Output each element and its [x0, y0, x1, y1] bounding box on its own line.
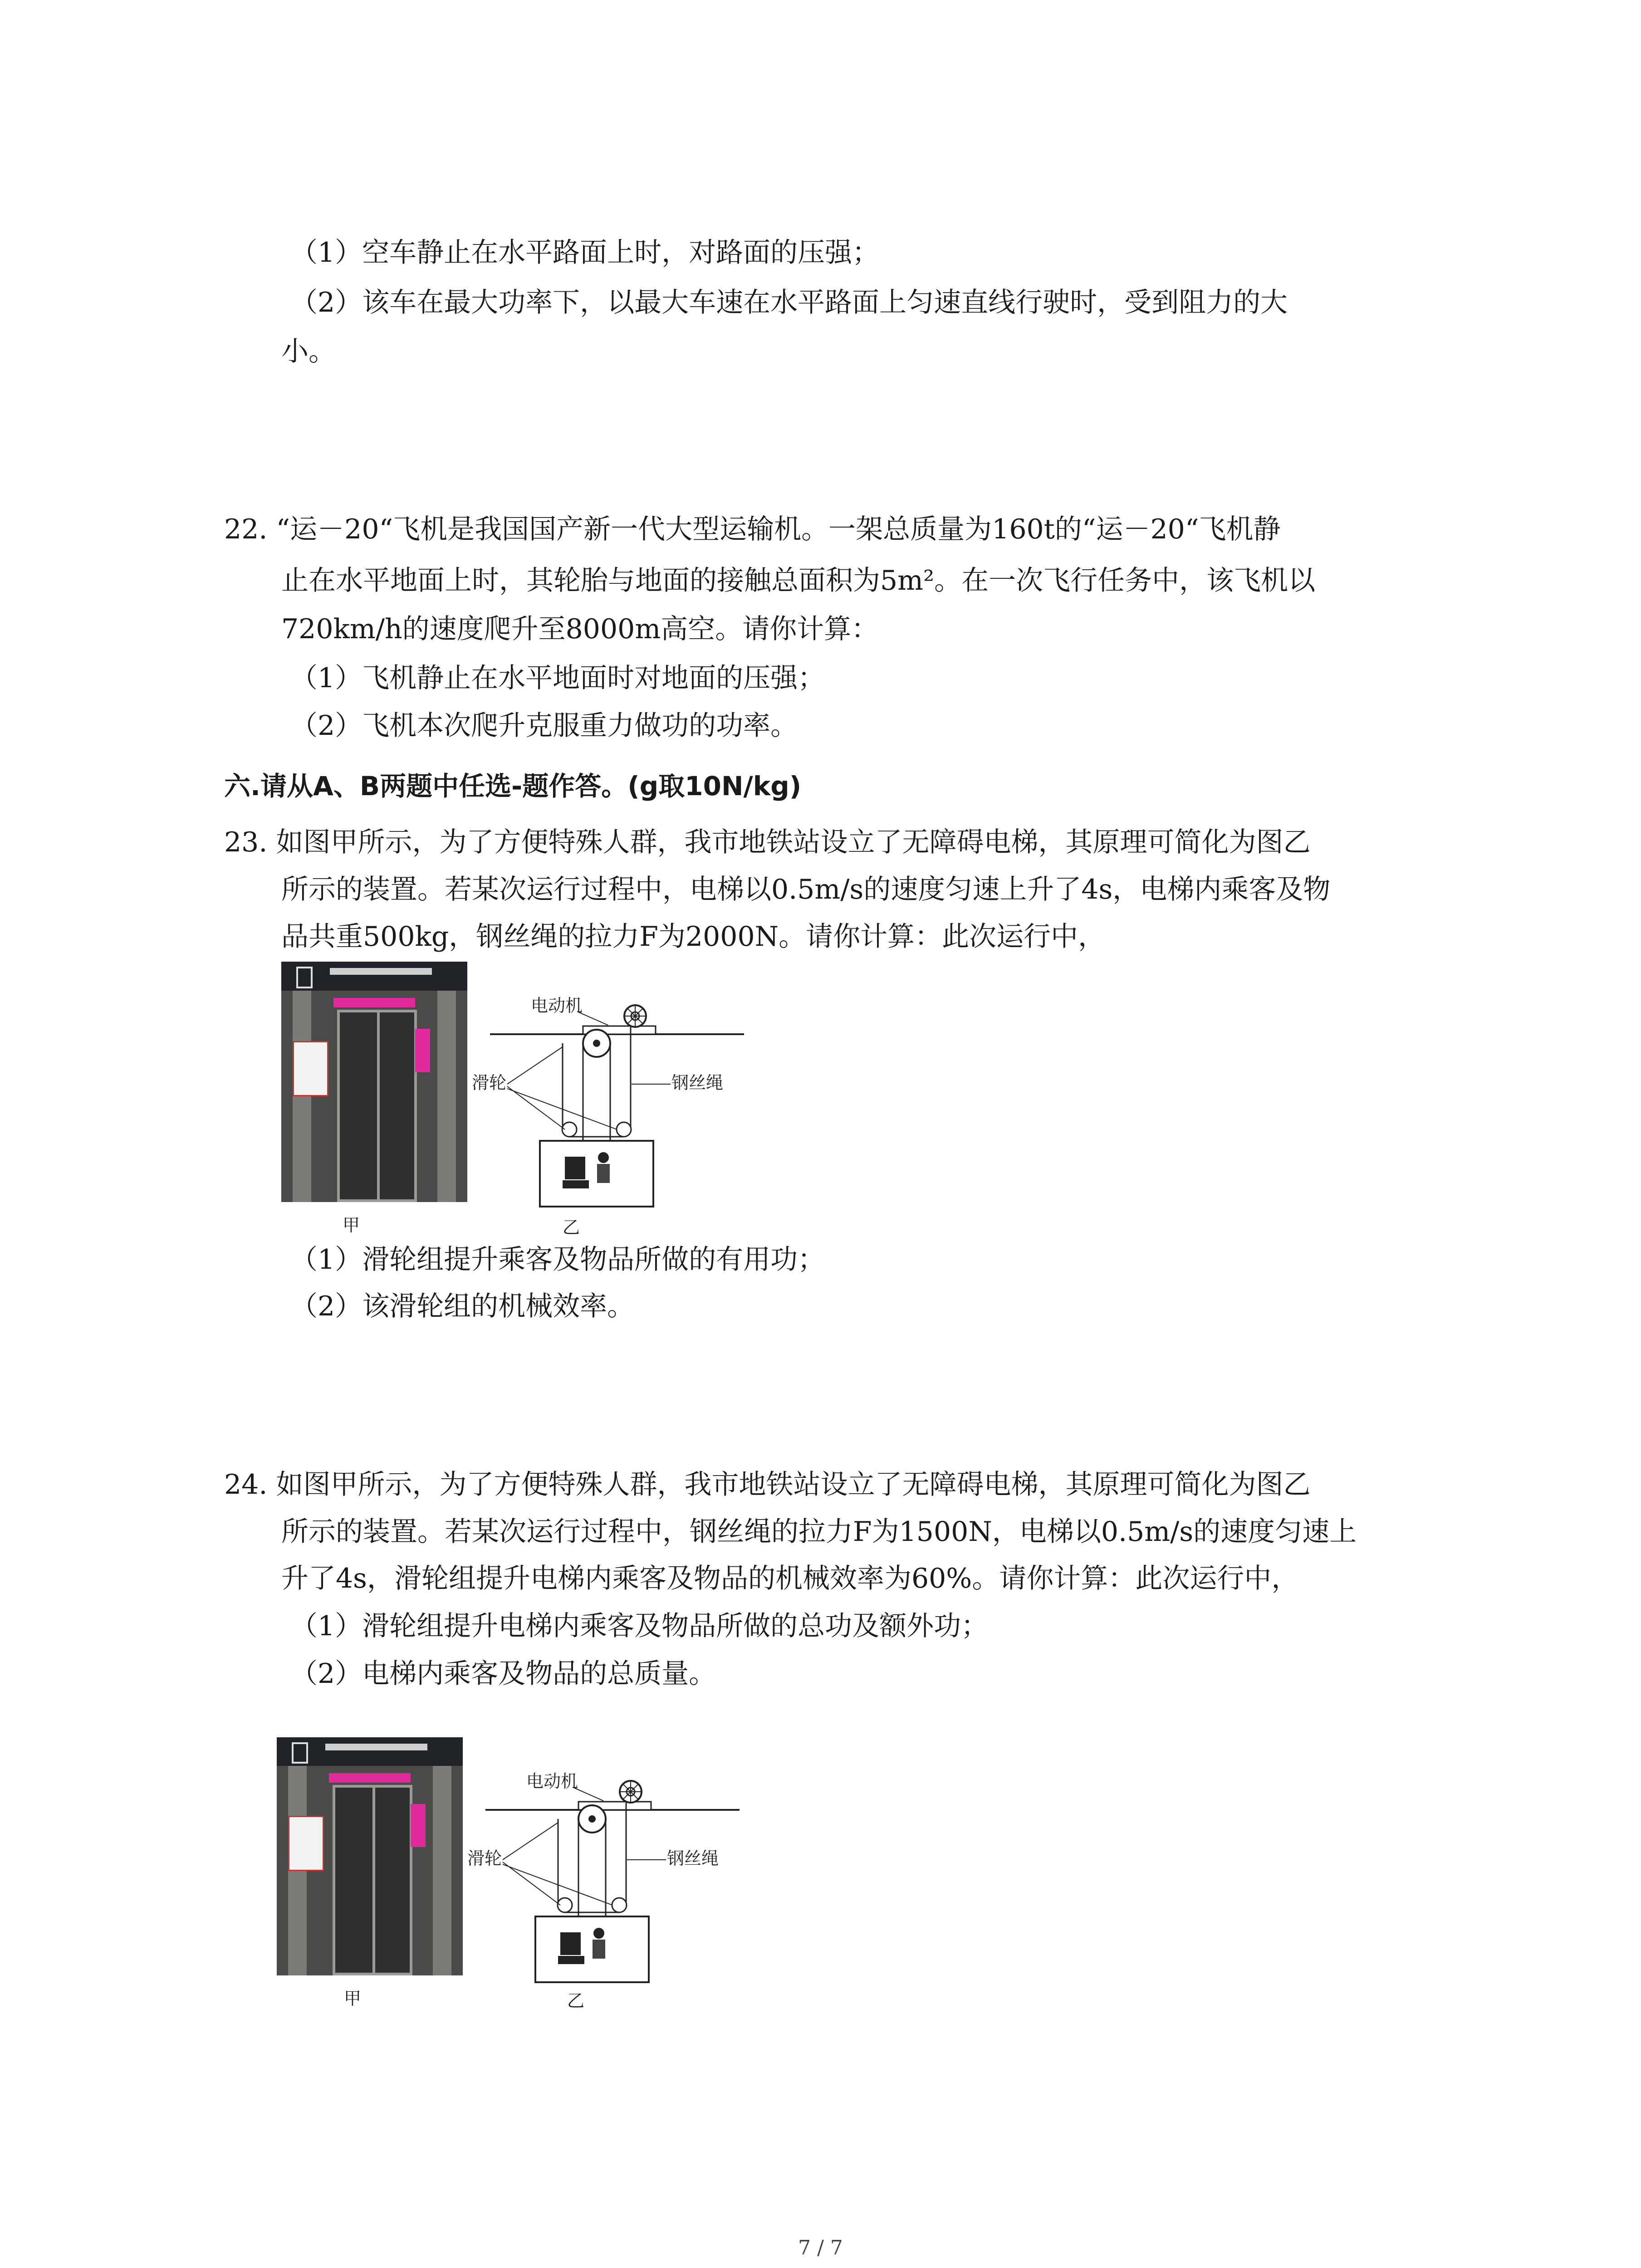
q21-part1: （1）空车静止在水平路面上时，对路面的压强；: [290, 237, 880, 269]
elevator-car: [535, 1916, 649, 1982]
q22-line2: 止在水平地面上时，其轮胎与地面的接触总面积为5m²。在一次飞行任务中，该飞机以: [281, 565, 1316, 596]
passenger-icon: [598, 1152, 609, 1163]
q24-line1: 24. 如图甲所示，为了方便特殊人群，我市地铁站设立了无障碍电梯，其原理可简化为图乙: [224, 1469, 1311, 1501]
q22-line3: 720km/h的速度爬升至8000m高空。请你计算：: [281, 613, 879, 645]
photo-elevator-door: [337, 1010, 417, 1202]
elevator-photo: [281, 962, 467, 1202]
passenger-icon: [593, 1928, 604, 1939]
label-pulley: 滑轮: [467, 1848, 502, 1868]
caption-jia: 甲: [343, 1215, 360, 1235]
q23-line2: 所示的装置。若某次运行过程中，电梯以0.5m/s的速度匀速上升了4s，电梯内乘客及物: [281, 874, 1331, 905]
label-motor: 电动机: [531, 996, 583, 1016]
q23-part1: （1）滑轮组提升乘客及物品所做的有用功；: [290, 1244, 825, 1276]
q22-line1: 22. “运－20“飞机是我国国产新一代大型运输机。一架总质量为160t的“运－20“飞机静: [224, 513, 1281, 545]
page-number: 7 / 7: [798, 2236, 843, 2259]
movable-pulley-right: [617, 1122, 631, 1137]
q23-line1: 23. 如图甲所示，为了方便特殊人群，我市地铁站设立了无障碍电梯，其原理可简化为图乙: [224, 826, 1311, 858]
q22-part2: （2）飞机本次爬升克服重力做功的功率。: [290, 710, 798, 742]
q24-part1: （1）滑轮组提升电梯内乘客及物品所做的总功及额外功；: [290, 1610, 989, 1642]
q24-line3: 升了4s，滑轮组提升电梯内乘客及物品的机械效率为60%。请你计算：此次运行中，: [281, 1563, 1299, 1594]
q22-part1: （1）飞机静止在水平地面时对地面的压强；: [290, 662, 825, 694]
section-heading: 六.请从A、B两题中任选-题作答。(g取10N/kg): [224, 771, 802, 802]
q23-figure: [281, 962, 758, 1243]
q21-part2-line1: （2）该车在最大功率下，以最大车速在水平路面上匀速直线行驶时，受到阻力的大: [290, 287, 1288, 318]
caption-yi: 乙: [567, 1991, 585, 2011]
cargo-icon: [560, 1932, 581, 1955]
caption-yi: 乙: [563, 1217, 580, 1237]
elevator-photo: [277, 1737, 463, 1975]
label-motor: 电动机: [526, 1771, 578, 1791]
q24-part2: （2）电梯内乘客及物品的总质量。: [290, 1658, 716, 1690]
caption-jia: 甲: [344, 1989, 362, 2009]
elevator-car: [540, 1141, 653, 1207]
cargo-icon: [565, 1157, 585, 1179]
q23-line3: 品共重500kg，钢丝绳的拉力F为2000N。请你计算：此次运行中，: [281, 921, 1106, 953]
photo-elevator-door: [333, 1785, 412, 1975]
q21-part2-line2: 小。: [281, 336, 336, 367]
q24-line2: 所示的装置。若某次运行过程中，钢丝绳的拉力F为1500N，电梯以0.5m/s的速度匀速上: [281, 1516, 1357, 1548]
label-rope: 钢丝绳: [667, 1848, 719, 1868]
pulley-diagram: [472, 993, 753, 1211]
q24-figure: [277, 1737, 753, 2019]
q23-part2: （2）该滑轮组的机械效率。: [290, 1290, 635, 1322]
label-pulley: 滑轮: [472, 1073, 507, 1093]
movable-pulley-right: [612, 1898, 627, 1912]
label-rope: 钢丝绳: [671, 1073, 724, 1093]
pulley-diagram: [467, 1769, 749, 1987]
photo-sign: [281, 962, 467, 991]
photo-sign: [277, 1737, 463, 1766]
